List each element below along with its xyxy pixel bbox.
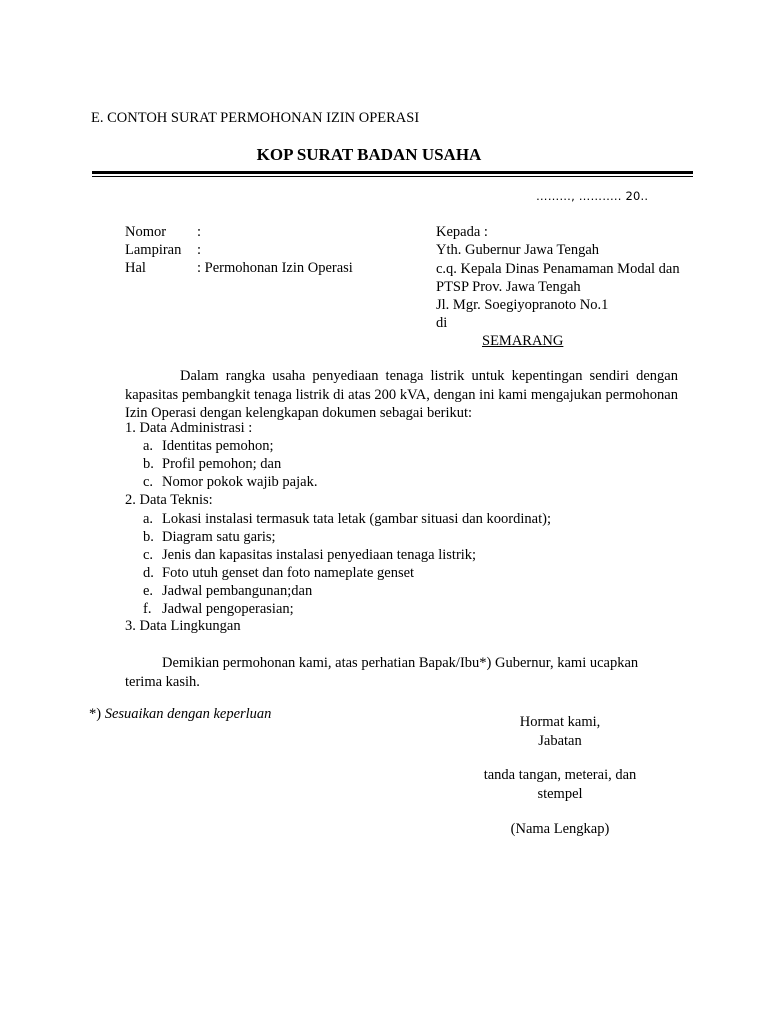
list-item-text: Foto utuh genset dan foto nameplate genset [162,565,415,581]
date-line: ………, ……….. 20.. [536,189,649,203]
meta-label: Nomor [125,224,167,240]
letterhead-text: KOP SURAT BADAN USAHA [256,145,482,164]
list-item [143,565,414,582]
list-marker: e. [143,583,154,599]
address-line: c.q. Kepala Dinas Penamaman Modal dan [436,261,680,277]
list-item-text: Identitas pemohon; [162,438,274,454]
meta-value: : Permohonan Izin Operasi [197,260,353,276]
list-marker: b. [143,529,154,545]
list-item-text: Lokasi instalasi termasuk tata letak (gambar situasi dan koordinat); [162,511,551,527]
signature-name: (Nama Lengkap) [510,821,610,837]
meta-value: : [197,224,202,240]
list-marker: c. [143,474,154,490]
list-item-text: Jadwal pembangunan;dan [162,583,313,599]
list-item-text: Profil pemohon; dan [162,456,282,472]
list-item [143,438,274,455]
footnote-marker: *) [89,706,102,722]
letterhead-rule-thick [92,171,693,174]
address-line: Yth. Gubernur Jawa Tengah [436,242,600,258]
footnote [89,706,271,723]
address-line: di [436,315,448,331]
closing-paragraph: Demikian permohonan kami, atas perhatian Bapak/Ibu*) Gubernur, kami ucapkan terima kasih. [125,655,639,690]
meta-label: Lampiran [125,242,182,258]
list-marker: d. [143,565,154,581]
list-item [143,474,317,491]
meta-row-hal [125,260,353,277]
signature-instruction-line1: tanda tangan, meterai, dan [483,767,637,783]
list-item [143,601,294,618]
list-marker: b. [143,456,154,472]
document-heading: E. CONTOH SURAT PERMOHONAN IZIN OPERASI [91,110,420,126]
address-line: Jl. Mgr. Soegiyopranoto No.1 [436,297,609,313]
list-item-text: Jadwal pengoperasian; [162,601,294,617]
list-item-text: Diagram satu garis; [162,529,276,545]
list-marker: c. [143,547,154,563]
section-title: 2. Data Teknis: [125,492,213,508]
list-item [143,456,281,473]
signature-greeting: Hormat kami, [519,714,601,730]
list-item [143,547,476,564]
footnote-text: Sesuaikan dengan keperluan [104,706,272,722]
list-item [143,529,276,546]
list-marker: f. [143,601,152,617]
meta-label: Hal [125,260,146,276]
meta-row-nomor [125,224,201,241]
body-paragraph: Dalam rangka usaha penyediaan tenaga listrik untuk kepentingan sendiri dengan kapasitas pembangkit tenaga listrik di atas 200 kVA, dengan ini kami mengajukan permohonan Izin Operasi dengan kelengkapan dokumen sebagai berikut: [125,368,678,421]
signature-instruction-line2: stempel [537,786,583,802]
letterhead-rule-thin [92,176,693,177]
section-title: 1. Data Administrasi : [125,420,253,436]
list-item-text: Jenis dan kapasitas instalasi penyediaan tenaga listrik; [162,547,477,563]
list-marker: a. [143,438,154,454]
address-line: Kepada : [436,224,488,240]
list-marker: a. [143,511,154,527]
list-item-text: Nomor pokok wajib pajak. [162,474,318,490]
letterhead-title [0,145,768,165]
address-line: PTSP Prov. Jawa Tengah [436,279,581,295]
meta-value: : [197,242,202,258]
meta-row-lampiran [125,242,201,259]
section-title: 3. Data Lingkungan [125,618,241,634]
list-item [143,583,312,600]
address-city: SEMARANG [482,333,564,349]
signature-position: Jabatan [538,733,582,749]
list-item [143,511,551,528]
